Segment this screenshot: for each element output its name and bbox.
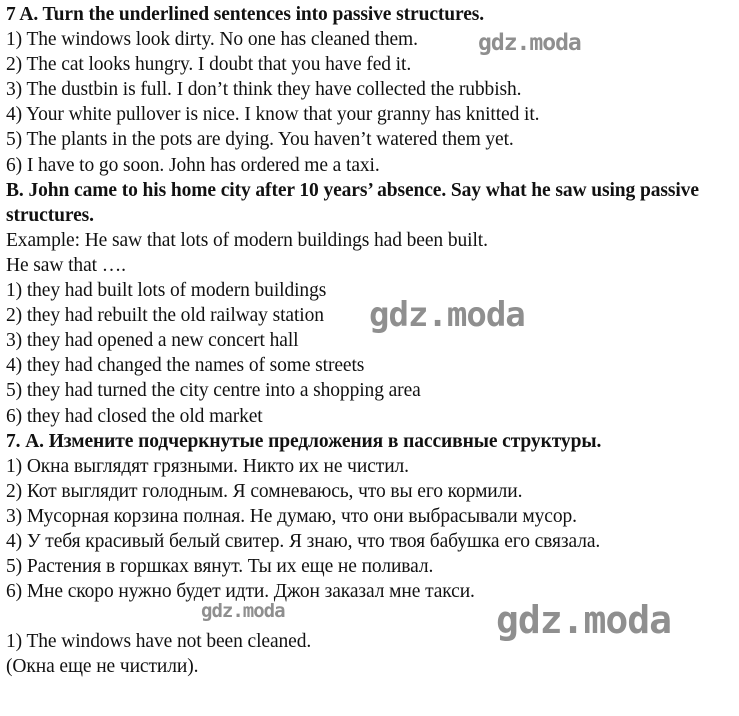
part-a-item: 1) The windows look dirty. No one has cleaned them. (6, 29, 418, 51)
example-sentence: Example: He saw that lots of modern buildings had been built. (6, 229, 488, 251)
document-page (6, 2, 736, 679)
part-a-item: 4) Your white pullover is nice. I know that your granny has knitted it. (6, 104, 540, 126)
part-a-heading: 7 A. Turn the underlined sentences into passive structures. (6, 4, 485, 25)
part-b-heading: B. John came to his home city after 10 years’ absence. Say what he saw using passive structures. (6, 179, 699, 226)
watermark: gdz.moda (478, 30, 581, 56)
answer-line-en: 1) The windows have not been cleaned. (6, 631, 312, 653)
part-b-item: 4) they had changed the names of some streets (6, 355, 365, 377)
ru-heading: 7. А. Измените подчеркнутые предложения в пассивные структуры. (6, 430, 602, 452)
part-b-item: 2) they had rebuilt the old railway station (6, 305, 324, 327)
ru-item: 2) Кот выглядит голодным. Я сомневаюсь, что вы его кормили. (6, 480, 523, 502)
part-a-item: 6) I have to go soon. John has ordered me a taxi. (6, 154, 380, 176)
watermark: gdz.moda (496, 598, 672, 642)
ru-item: 5) Растения в горшках вянут. Ты их еще не поливал. (6, 556, 434, 578)
watermark: gdz.moda (369, 295, 525, 335)
answer-line-ru: (Окна еще не чистили). (6, 656, 199, 678)
part-a-item: 5) The plants in the pots are dying. You haven’t watered them yet. (6, 129, 514, 151)
part-b-item: 6) they had closed the old market (6, 405, 263, 427)
ru-item: 4) У тебя красивый белый свитер. Я знаю, что твоя бабушка его связала. (6, 530, 601, 552)
lead-in: He saw that …. (6, 254, 126, 276)
part-b-item: 3) they had opened a new concert hall (6, 330, 299, 352)
ru-item: 3) Мусорная корзина полная. Не думаю, что они выбрасывали мусор. (6, 505, 577, 527)
part-b-item: 5) they had turned the city centre into a shopping area (6, 380, 421, 402)
part-b-item: 1) they had built lots of modern buildings (6, 280, 327, 302)
ru-item: 1) Окна выглядят грязными. Никто их не чистил. (6, 455, 409, 477)
ru-item: 6) Мне скоро нужно будет идти. Джон заказал мне такси. (6, 581, 475, 603)
part-a-item: 3) The dustbin is full. I don’t think they have collected the rubbish. (6, 79, 522, 101)
watermark: gdz.moda (201, 600, 285, 622)
part-a-item: 2) The cat looks hungry. I doubt that you have fed it. (6, 54, 412, 76)
